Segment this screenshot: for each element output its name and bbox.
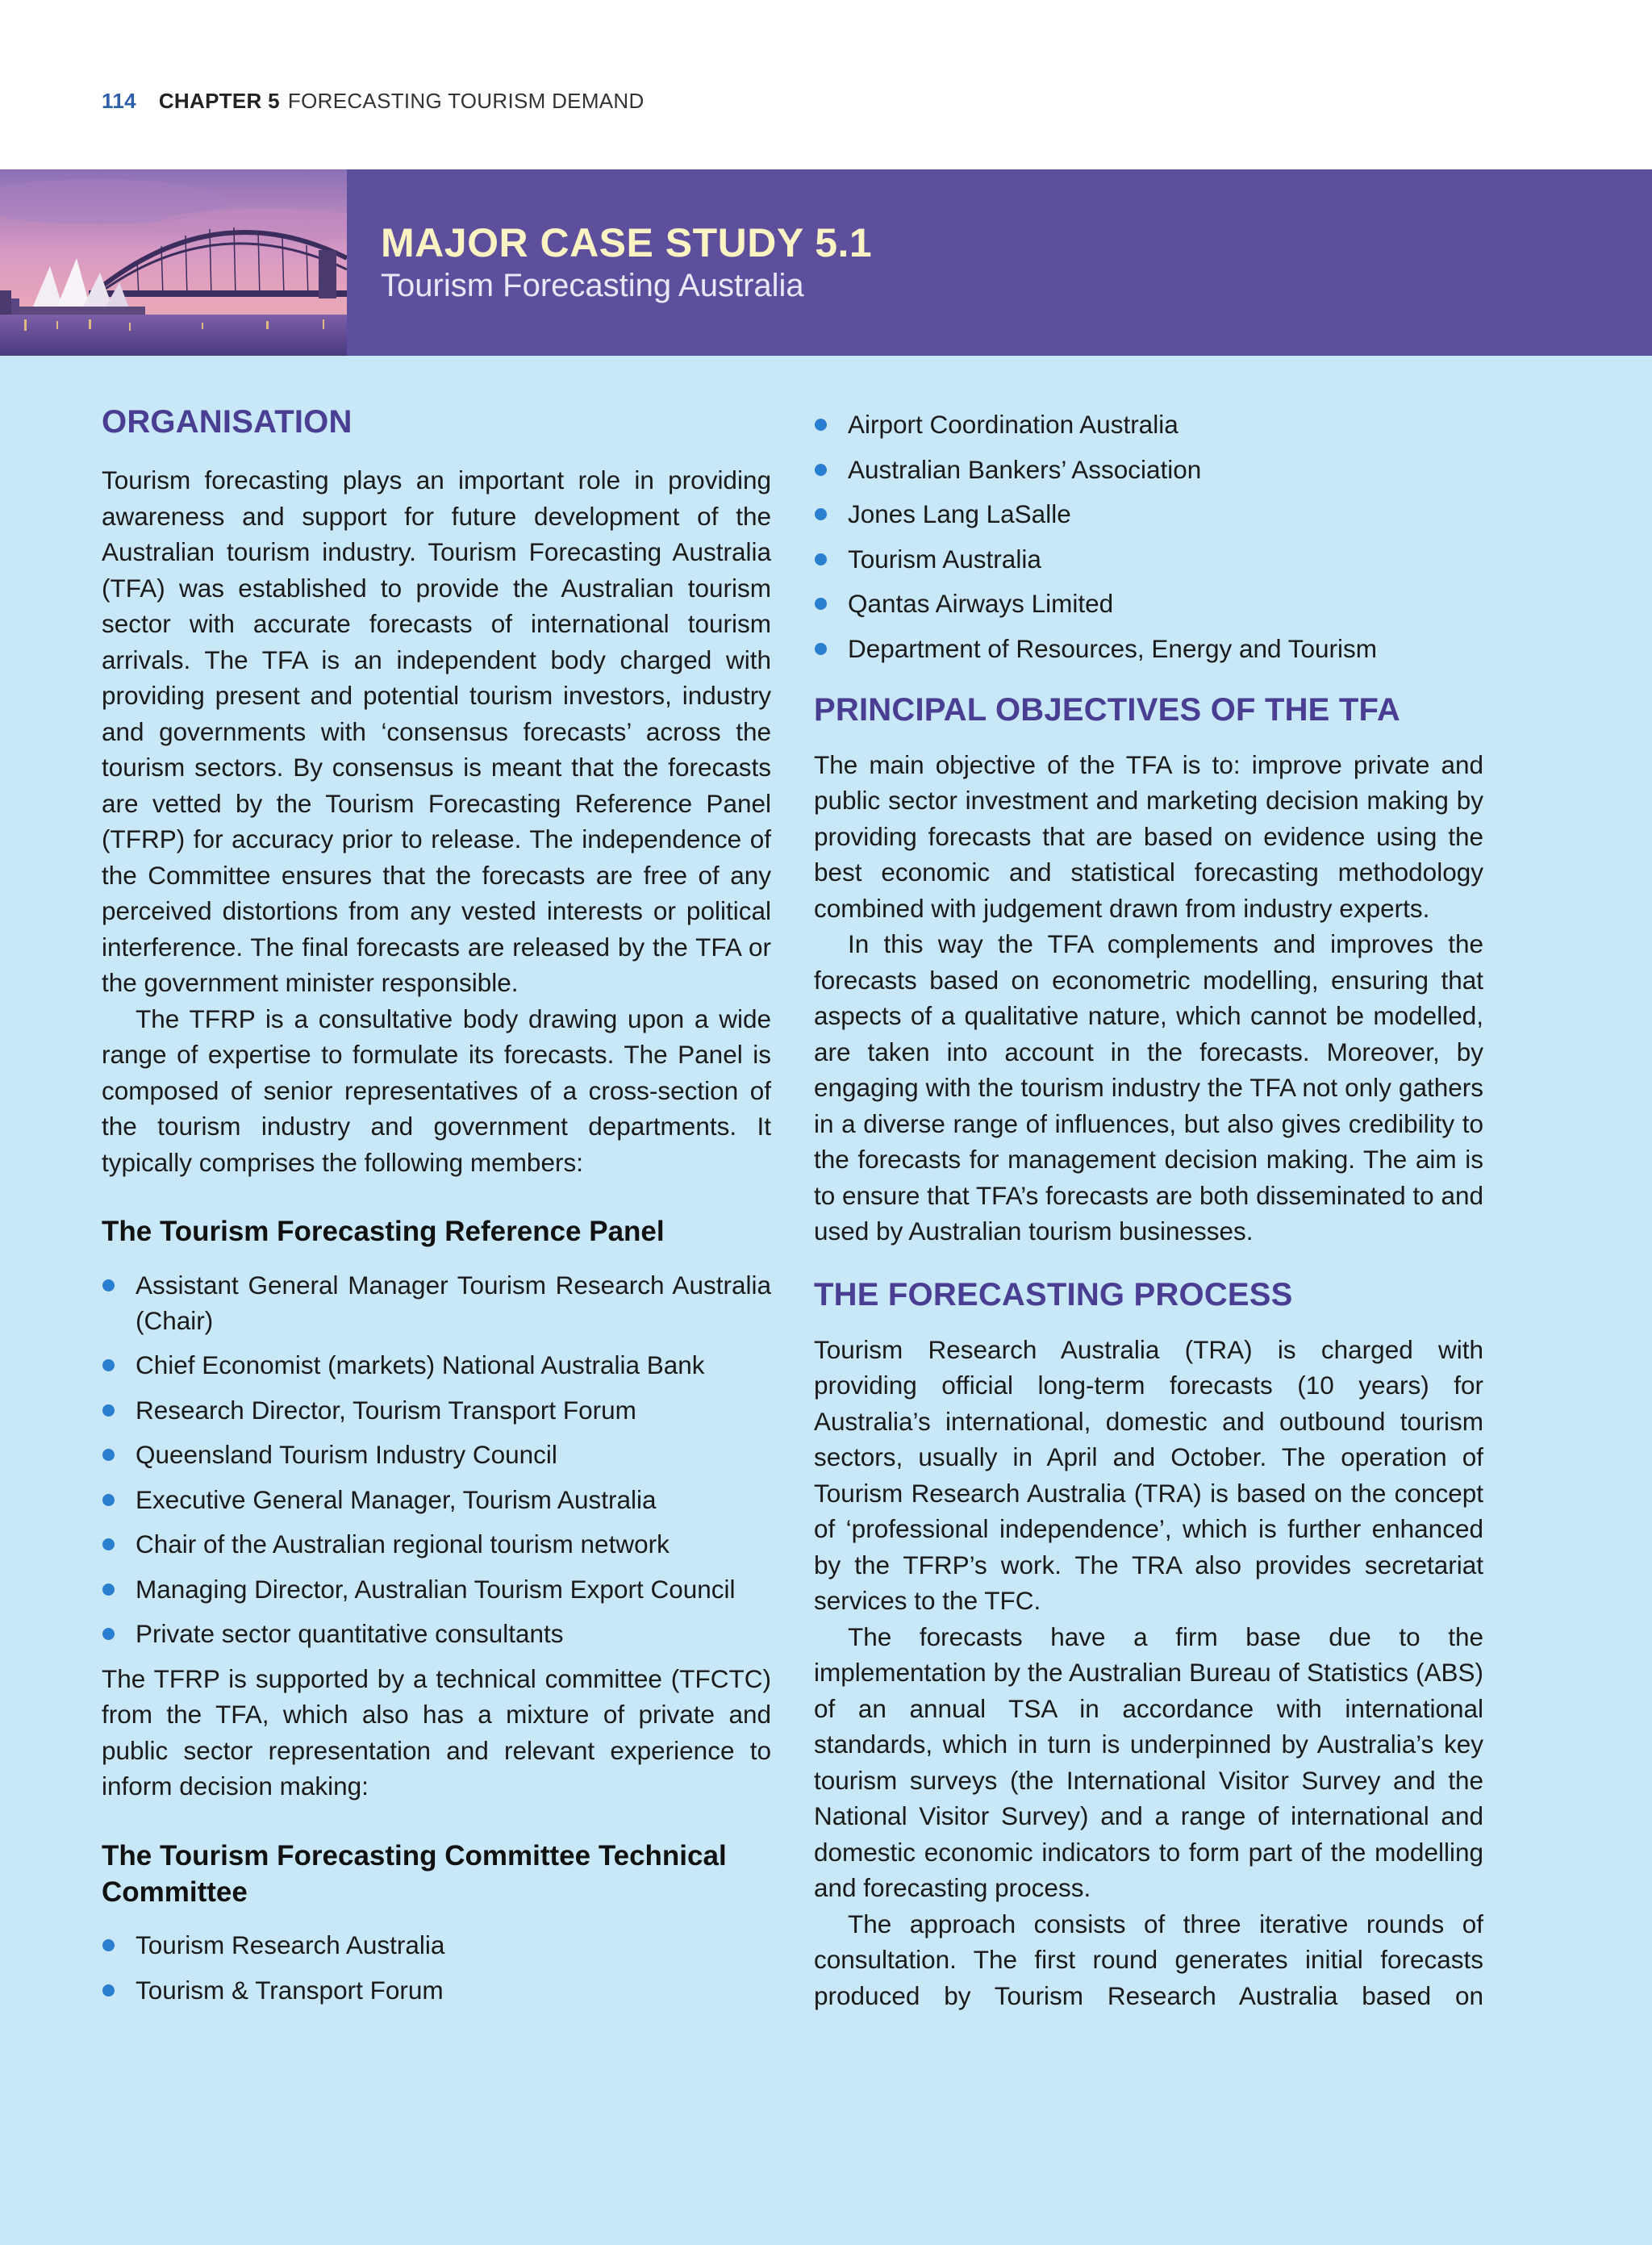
- chapter-title: FORECASTING TOURISM DEMAND: [287, 89, 645, 113]
- organisation-heading: ORGANISATION: [102, 404, 353, 440]
- list-item: Jones Lang LaSalle: [814, 496, 1483, 532]
- bullet-icon: [102, 1449, 115, 1461]
- bullet-icon: [102, 1404, 115, 1417]
- objectives-paragraph-2: In this way the TFA complements and improves the forecasts based on econometric modelling, ensuring that aspects of a qualitative nature, which cannot be modelled, are taken into account in the forecasts. Moreover, by engaging with the tourism industry the TFA not only gathers in a diverse range of influences, but also gives credibility to the forecasts for management decision making. The aim is to ensure that TFA’s forecasts are both disseminated to and used by Australian tourism businesses.: [814, 929, 1483, 1246]
- case-study-subtitle: Tourism Forecasting Australia: [381, 268, 804, 303]
- bullet-icon: [102, 1359, 115, 1371]
- bullet-icon: [102, 1584, 115, 1596]
- bullet-icon: [815, 508, 827, 520]
- bullet-icon: [815, 598, 827, 610]
- list-item: Chair of the Australian regional tourism network: [102, 1526, 771, 1562]
- objectives-heading: PRINCIPAL OBJECTIVES OF THE TFA: [814, 691, 1401, 728]
- panel-member-list: [102, 1267, 771, 1652]
- list-item: Queensland Tourism Industry Council: [102, 1437, 771, 1472]
- case-study-banner: [0, 169, 1652, 356]
- process-paragraph-3: The approach consists of three iterative rounds of consultation. The first round generates initial forecasts produced by Tourism Research Australia based on: [814, 1909, 1483, 2010]
- list-item: Research Director, Tourism Transport Forum: [102, 1392, 771, 1428]
- committee-member-list: [102, 1927, 771, 2008]
- bullet-icon: [102, 1939, 115, 1951]
- chapter-label: CHAPTER 5: [158, 89, 280, 113]
- bullet-icon: [102, 1538, 115, 1550]
- list-item: Tourism Australia: [814, 541, 1483, 577]
- list-item: Executive General Manager, Tourism Australia: [102, 1482, 771, 1517]
- process-paragraph-2: The forecasts have a firm base due to the implementation by the Australian Bureau of Statistics (ABS) of an annual TSA in accordance with international standards, which in turn is underpinned by Australia’s key tourism surveys (the International Visitor Survey and the National Visitor Survey) and a range of international and domestic economic indicators to form part of the modelling and forecasting process.: [814, 1621, 1483, 1902]
- organisation-paragraph-1: Tourism forecasting plays an important role in providing awareness and support for future development of the Australian tourism industry. Tourism Forecasting Australia (TFA) was established to provide the Australian tourism sector with accurate forecasts of international tourism arrivals. The TFA is an independent body charged with providing present and potential tourism investors, industry and governments with ‘consensus forecasts’ across the tourism sectors. By consensus is meant that the forecasts are vetted by the Tourism Forecasting Reference Panel (TFRP) for accuracy prior to release. The independence of the Committee ensures that the forecasts are free of any perceived distortions from any vested interests or political interference. The final forecasts are released by the TFA or the government minister responsible.: [102, 465, 771, 997]
- list-item: Assistant General Manager Tourism Research Australia (Chair): [102, 1267, 771, 1338]
- process-paragraph-1: Tourism Research Australia (TRA) is charged with providing official long-term forecasts (10 years) for Australia’s international, domestic and outbound tourism sectors, usually in April and October. The operation of Tourism Research Australia (TRA) is based on the concept of ‘professional independence’, which is further enhanced by the TFRP’s work. The TRA also provides secretariat services to the TFC.: [814, 1334, 1483, 1615]
- bullet-icon: [815, 643, 827, 655]
- list-item: Private sector quantitative consultants: [102, 1616, 771, 1651]
- bullet-icon: [815, 464, 827, 476]
- bullet-icon: [102, 1279, 115, 1292]
- sydney-harbour-photo: [0, 169, 347, 356]
- case-study-title: MAJOR CASE STUDY 5.1: [381, 220, 873, 265]
- bullet-icon: [815, 419, 827, 431]
- organisation-paragraph-2: The TFRP is a consultative body drawing upon a wide range of expertise to formulate its forecasts. The Panel is composed of senior representatives of a cross-section of the tourism industry and government departments. It typically comprises the following members:: [102, 1004, 771, 1177]
- list-item: Tourism & Transport Forum: [102, 1972, 771, 2008]
- list-item: Chief Economist (markets) National Australia Bank: [102, 1347, 771, 1383]
- list-item: Airport Coordination Australia: [814, 407, 1483, 442]
- left-column: [102, 404, 771, 2017]
- case-study-body: [0, 356, 1652, 2245]
- committee-paragraph: The TFRP is supported by a technical committee (TFCTC) from the TFA, which also has a mixture of private and public sector representation and relevant experience to inform decision making:: [102, 1663, 771, 1801]
- bullet-icon: [815, 553, 827, 565]
- committee-heading: The Tourism Forecasting Committee Technical Committee: [102, 1839, 727, 1908]
- list-item: Managing Director, Australian Tourism Export Council: [102, 1571, 771, 1607]
- process-heading: THE FORECASTING PROCESS: [814, 1276, 1293, 1312]
- committee-member-list-continued: [814, 407, 1483, 666]
- bullet-icon: [102, 1984, 115, 1997]
- bullet-icon: [102, 1628, 115, 1640]
- list-item: Tourism Research Australia: [102, 1927, 771, 1963]
- objectives-paragraph-1: The main objective of the TFA is to: improve private and public sector investment and marketing decision making by providing forecasts that are based on evidence using the best economic and statistical forecasting methodology combined with judgement drawn from industry experts.: [814, 749, 1483, 923]
- list-item: Qantas Airways Limited: [814, 586, 1483, 621]
- bullet-icon: [102, 1494, 115, 1506]
- right-column: [814, 407, 1483, 2013]
- list-item: Department of Resources, Energy and Tourism: [814, 631, 1483, 666]
- page-number: 114: [102, 89, 136, 113]
- list-item: Australian Bankers’ Association: [814, 452, 1483, 487]
- panel-heading: The Tourism Forecasting Reference Panel: [102, 1216, 665, 1247]
- running-head: [102, 89, 645, 114]
